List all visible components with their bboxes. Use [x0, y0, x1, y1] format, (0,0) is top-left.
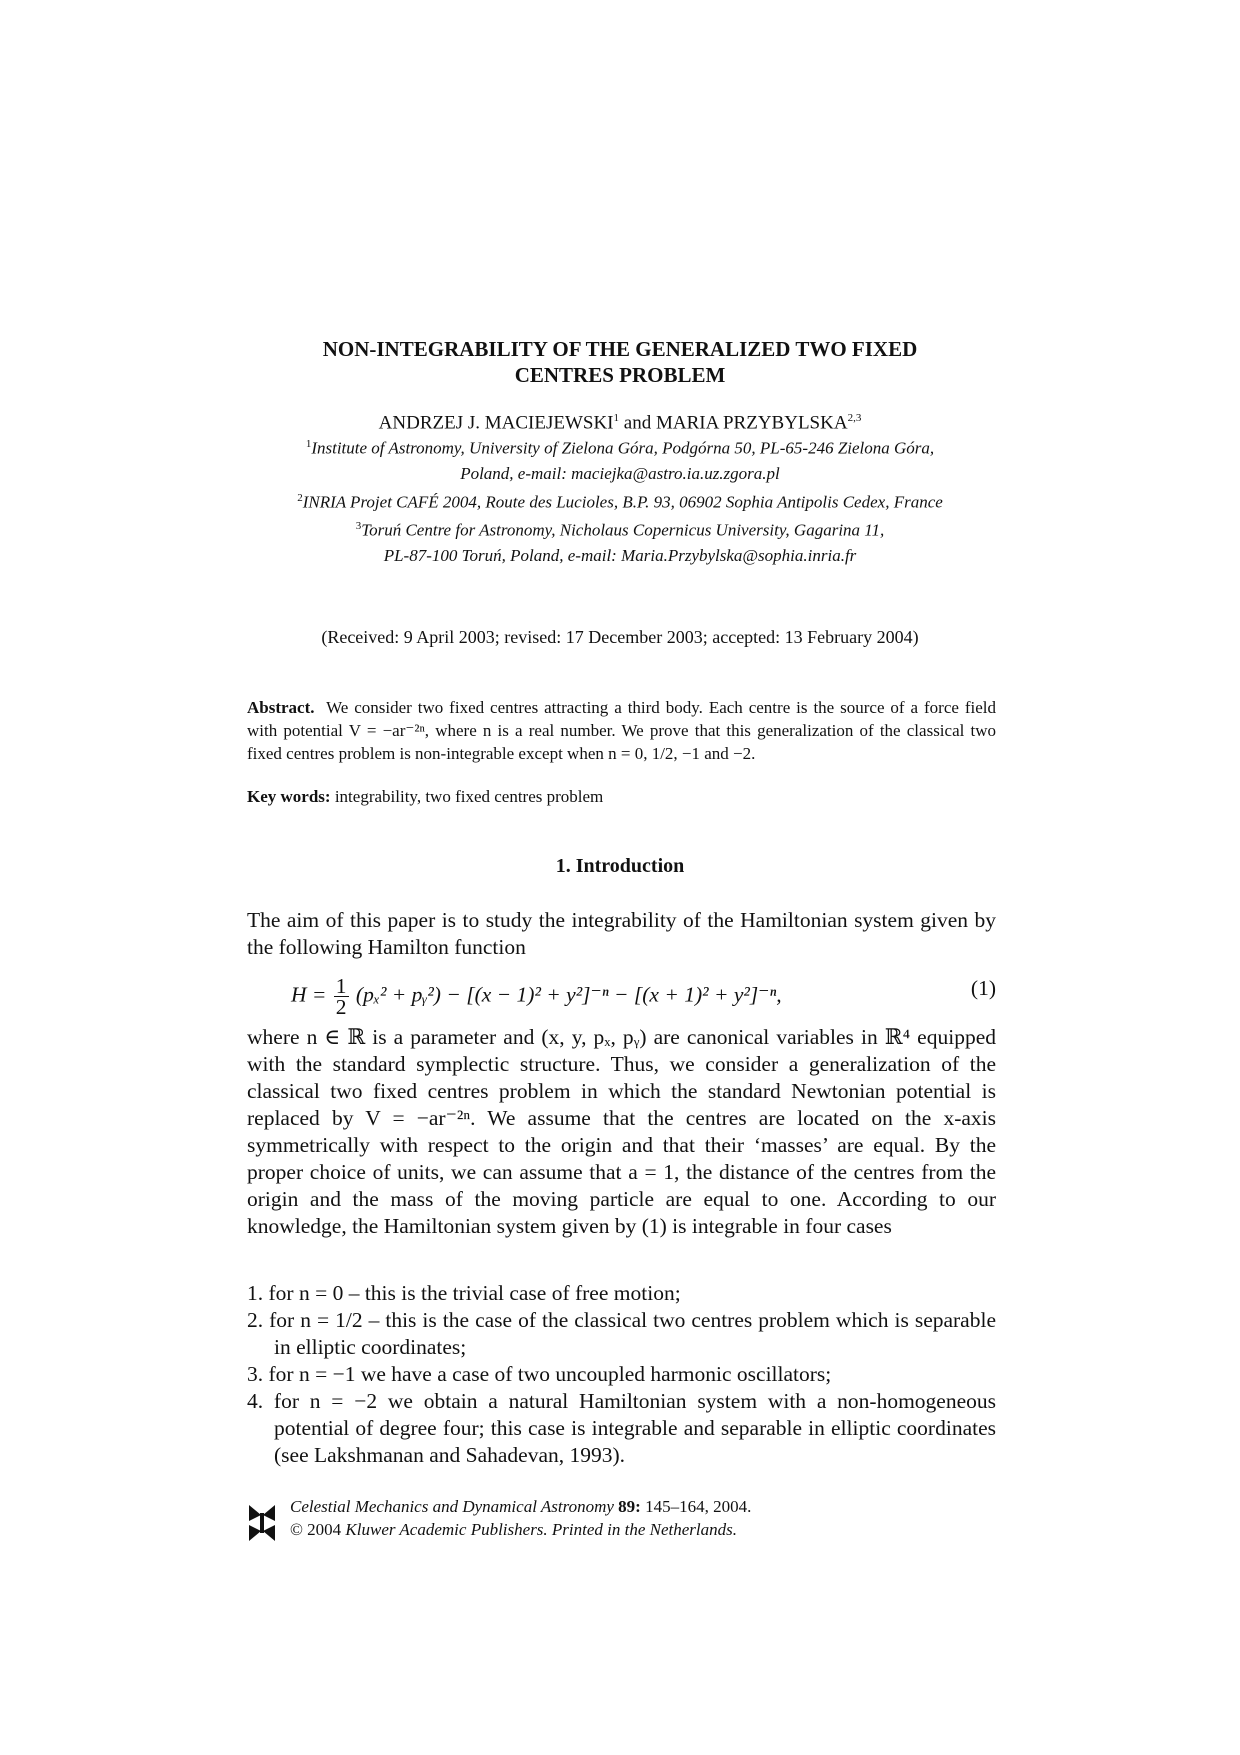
equation-rhs: (pₓ² + pᵧ²) − [(x − 1)² + y²]⁻ⁿ − [(x + 1)² + y²]⁻ⁿ, — [355, 982, 782, 1007]
intro-paragraph-1 — [247, 907, 996, 961]
abstract-label: Abstract. — [247, 698, 315, 717]
equation-number: (1) — [970, 976, 996, 1000]
affiliation-3-sup: 3 — [355, 520, 362, 533]
keywords — [247, 786, 996, 808]
section-heading: 1. Introduction — [555, 855, 685, 877]
affiliation-2-line-1: INRIA Projet CAFÉ 2004, Route des Lucioles, B.P. 93, 06902 Sophia Antipolis Cedex, France — [302, 492, 943, 512]
affiliation-1 — [200, 432, 1040, 461]
equation-fraction — [334, 976, 349, 1017]
keywords-label: Key words: — [247, 787, 331, 806]
abstract — [247, 696, 996, 765]
intro-paragraph-2-text: where n ∈ ℝ is a parameter and (x, y, pₓ, pᵧ) are canonical variables in ℝ⁴ equipped with the standard symplectic structure. Thus, we consider a generalization of the classical two fixed centres problem in which the standard Newtonian potential is replaced by V = −ar⁻²ⁿ. We assume that the centres are located on the x-axis symmetrically with respect to the origin and that their ‘masses’ are equal. By the proper choice of units, we can assume that a = 1, the distance of the centres from the origin and the mass of the moving particle are equal to one. According to our knowledge, the Hamiltonian system given by (1) is integrable in four cases — [247, 1025, 996, 1238]
footer-publisher: Kluwer Academic Publishers. Printed in the Netherlands. — [345, 1520, 738, 1539]
author-line — [200, 406, 1040, 435]
title-line-1: NON-INTEGRABILITY OF THE GENERALIZED TWO FIXED — [322, 337, 918, 361]
author-and: and — [619, 412, 656, 434]
equation-body — [291, 976, 782, 1017]
footer-journal: Celestial Mechanics and Dynamical Astronomy — [290, 1497, 614, 1516]
affiliation-3-line-2: PL-87-100 Toruń, Poland, e-mail: Maria.Przybylska@sophia.inria.fr — [383, 545, 857, 565]
list-item: 1. for n = 0 – this is the trivial case of free motion; — [247, 1281, 681, 1305]
affiliation-3-line-1: Toruń Centre for Astronomy, Nicholaus Copernicus University, Gagarina 11, — [361, 520, 885, 540]
affiliation-1-line-2: Poland, e-mail: maciejka@astro.ia.uz.zgora.pl — [460, 463, 780, 483]
author-1-sup: 1 — [613, 412, 620, 424]
footer-volume: 89: — [618, 1497, 641, 1516]
equation-1 — [247, 962, 996, 1018]
footer-copyright: © 2004 — [290, 1520, 342, 1539]
affiliation-1-sup: 1 — [305, 438, 312, 450]
abstract-text: We consider two fixed centres attracting a third body. Each centre is the source of a force field with potential V = −ar⁻²ⁿ, where n is a real number. We prove that this generalization of the classical two fixed centres problem is non-integrable except when n = 0, 1/2, −1 and −2. — [247, 698, 996, 763]
fraction-denominator: 2 — [335, 995, 347, 1019]
intro-paragraph-1-text: The aim of this paper is to study the integrability of the Hamiltonian system given by the following Hamilton function — [247, 908, 996, 959]
footer-line-2 — [290, 1518, 751, 1541]
affiliation-3 — [200, 514, 1040, 543]
list-item: 2. for n = 1/2 – this is the case of the classical two centres problem which is separable in elliptic coordinates; — [247, 1308, 996, 1359]
affiliation-2 — [200, 486, 1040, 515]
fraction-numerator: 1 — [335, 974, 347, 998]
keywords-text: integrability, two fixed centres problem — [334, 787, 604, 806]
publisher-logo-icon — [247, 1503, 277, 1543]
title-line-2: CENTRES PROBLEM — [514, 363, 726, 387]
author-2-sup: 2,3 — [847, 412, 862, 424]
received-dates: (Received: 9 April 2003; revised: 17 December 2003; accepted: 13 February 2004) — [321, 627, 919, 647]
publication-footer — [247, 1495, 1007, 1555]
integrable-cases-list — [247, 1280, 996, 1469]
list-item: 3. for n = −1 we have a case of two uncoupled harmonic oscillators; — [247, 1362, 832, 1386]
list-item: 4. for n = −2 we obtain a natural Hamiltonian system with a non-homogeneous potential of degree four; this case is integrable and separable in elliptic coordinates (see Lakshmanan and Sahadevan, 1993). — [247, 1389, 996, 1467]
equation-lhs: H = — [291, 982, 327, 1007]
affiliation-2-sup: 2 — [297, 491, 303, 504]
paper-title — [200, 336, 1040, 388]
footer-citation — [290, 1495, 751, 1541]
author-1: ANDRZEJ J. MACIEJEWSKI — [378, 412, 614, 434]
affiliations — [200, 432, 1040, 568]
affiliation-1-line-1: Institute of Astronomy, University of Zielona Góra, Podgórna 50, PL-65-246 Zielona Góra, — [311, 438, 935, 458]
footer-pages: 145–164, 2004. — [645, 1497, 752, 1516]
author-2: MARIA PRZYBYLSKA — [655, 412, 848, 434]
intro-paragraph-2 — [247, 1024, 996, 1240]
